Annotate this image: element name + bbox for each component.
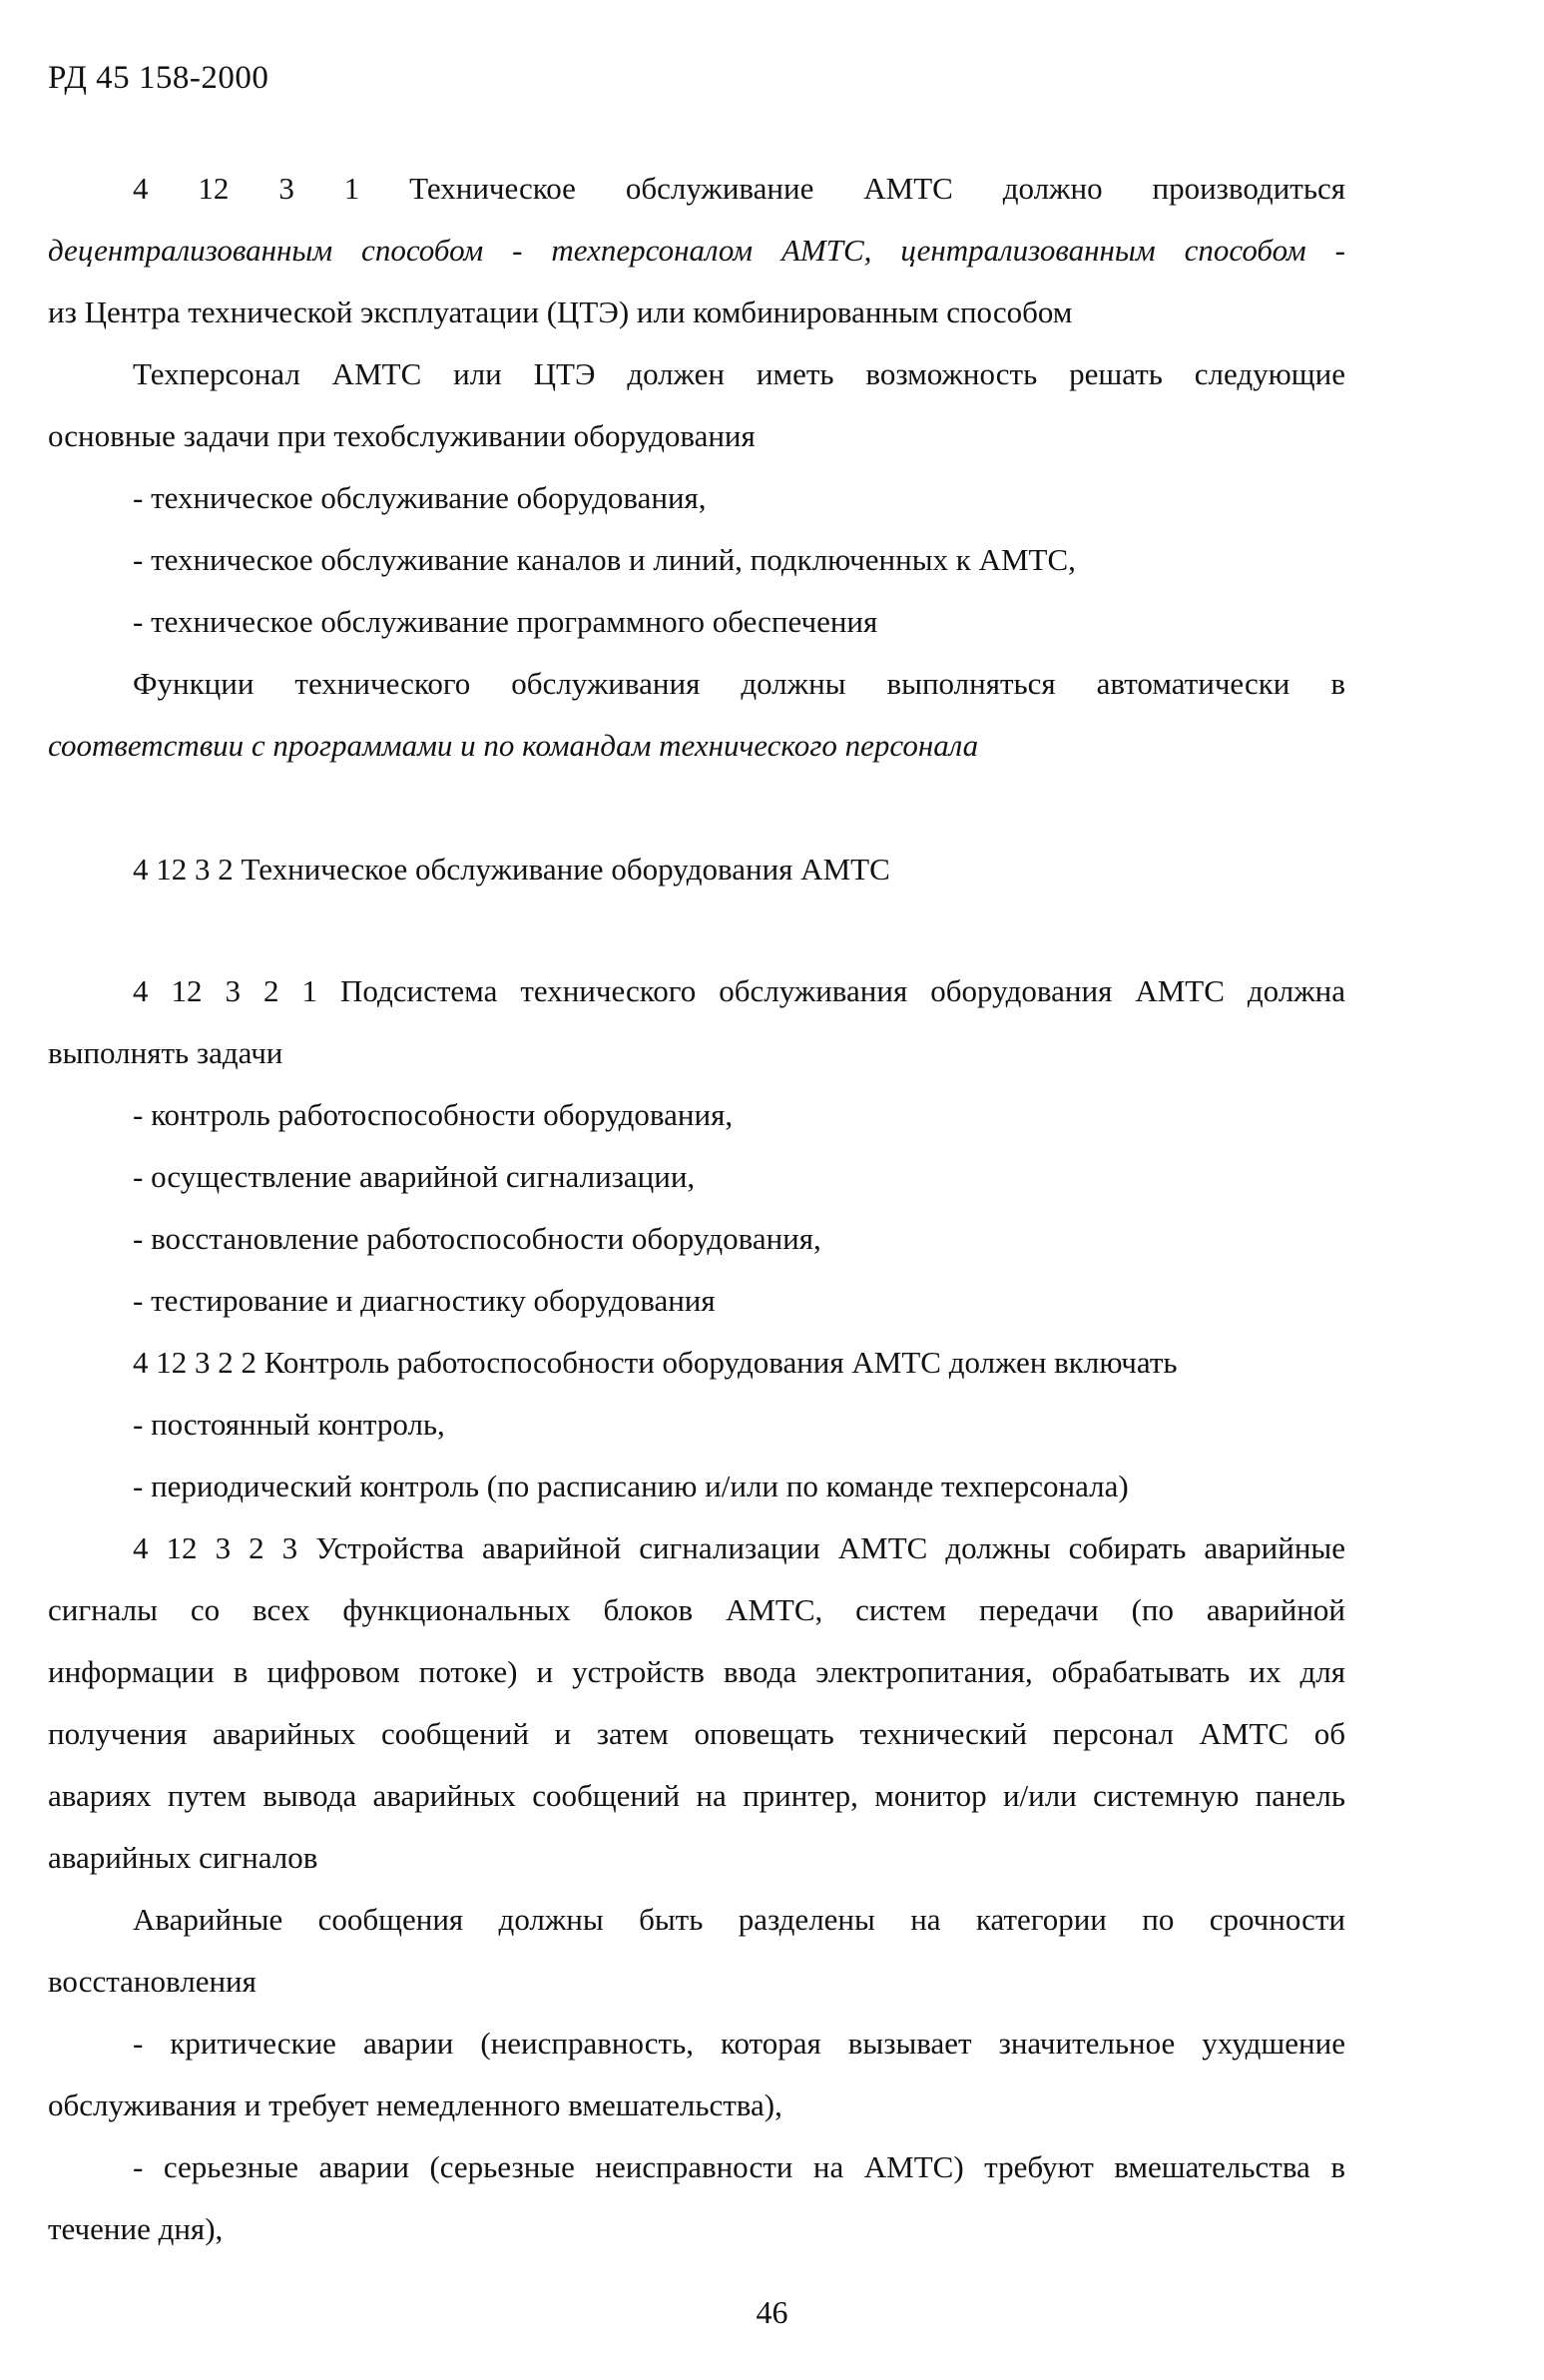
page-number: 46: [756, 2294, 788, 2330]
clause-4-12-3-2-3-line-3: информации в цифровом потоке) и устройств ввода электропитания, обрабатывать их для: [48, 1654, 1345, 1689]
list-item-recovery: - восстановление работоспособности оборудования,: [133, 1221, 821, 1256]
list-item-testing-diagnostics: - тестирование и диагностику оборудования: [133, 1283, 716, 1318]
section-heading-4-12-3-2: 4 12 3 2 Техническое обслуживание оборудования АМТС: [133, 852, 890, 887]
clause-4-12-3-2-3-line-2: сигналы со всех функциональных блоков АМТС, систем передачи (по аварийной: [48, 1592, 1345, 1627]
alarm-categories-line-1: Аварийные сообщения должны быть разделены на категории по срочности: [133, 1902, 1345, 1937]
list-item-software-maintenance: - техническое обслуживание программного обеспечения: [133, 604, 878, 639]
document-body: [48, 158, 1345, 2260]
list-item-continuous-monitoring: - постоянный контроль,: [133, 1407, 445, 1442]
clause-4-12-3-2-2: 4 12 3 2 2 Контроль работоспособности оборудования АМТС должен включать: [133, 1345, 1178, 1380]
list-item-critical-alarms-line-1: - критические аварии (неисправность, которая вызывает значительное ухудшение: [133, 2026, 1345, 2061]
document-code-header: РД 45 158-2000: [48, 60, 269, 96]
clause-4-12-3-2-1-line-2: выполнять задачи: [48, 1035, 283, 1070]
clause-4-12-3-2-3-line-5: авариях путем вывода аварийных сообщений на принтер, монитор и/или системную панель: [48, 1778, 1345, 1813]
tasks-intro-line-1: Техперсонал АМТС или ЦТЭ должен иметь возможность решать следующие: [133, 356, 1345, 391]
functions-paragraph-line-2: соответствии с программами и по командам технического персонала: [48, 728, 979, 763]
list-item-major-alarms-line-2: течение дня),: [48, 2211, 224, 2246]
alarm-categories-line-2: восстановления: [48, 1964, 257, 1999]
list-item-critical-alarms-line-2: обслуживания и требует немедленного вмешательства),: [48, 2087, 782, 2122]
list-item-periodic-monitoring: - периодический контроль (по расписанию и/или по команде техперсонала): [133, 1469, 1129, 1503]
tasks-intro-line-2: основные задачи при техобслуживании оборудования: [48, 418, 756, 453]
clause-4-12-3-1-line-3: из Центра технической эксплуатации (ЦТЭ) или комбинированным способом: [48, 295, 1073, 329]
clause-4-12-3-2-3-line-4: получения аварийных сообщений и затем оповещать технический персонал АМТС об: [48, 1716, 1345, 1751]
clause-4-12-3-1-line-2: децентрализованным способом - техперсоналом АМТС, централизованным способом -: [48, 233, 1345, 268]
functions-paragraph-line-1: Функции технического обслуживания должны выполняться автоматически в: [133, 666, 1345, 701]
clause-4-12-3-2-3-line-6: аварийных сигналов: [48, 1840, 318, 1875]
list-item-alarm-signaling: - осуществление аварийной сигнализации,: [133, 1159, 696, 1194]
clause-4-12-3-2-3-line-1: 4 12 3 2 3 Устройства аварийной сигнализации АМТС должны собирать аварийные: [133, 1530, 1345, 1565]
list-item-major-alarms-line-1: - серьезные аварии (серьезные неисправности на АМТС) требуют вмешательства в: [133, 2149, 1345, 2184]
list-item-channels-maintenance: - техническое обслуживание каналов и линий, подключенных к АМТС,: [133, 542, 1076, 577]
clause-4-12-3-2-1-line-1: 4 12 3 2 1 Подсистема технического обслуживания оборудования АМТС должна: [133, 973, 1345, 1008]
list-item-equipment-maintenance: - техническое обслуживание оборудования,: [133, 480, 707, 515]
clause-4-12-3-1-line-1: 4 12 3 1 Техническое обслуживание АМТС должно производиться: [133, 171, 1345, 206]
list-item-health-monitoring: - контроль работоспособности оборудования,: [133, 1097, 734, 1132]
